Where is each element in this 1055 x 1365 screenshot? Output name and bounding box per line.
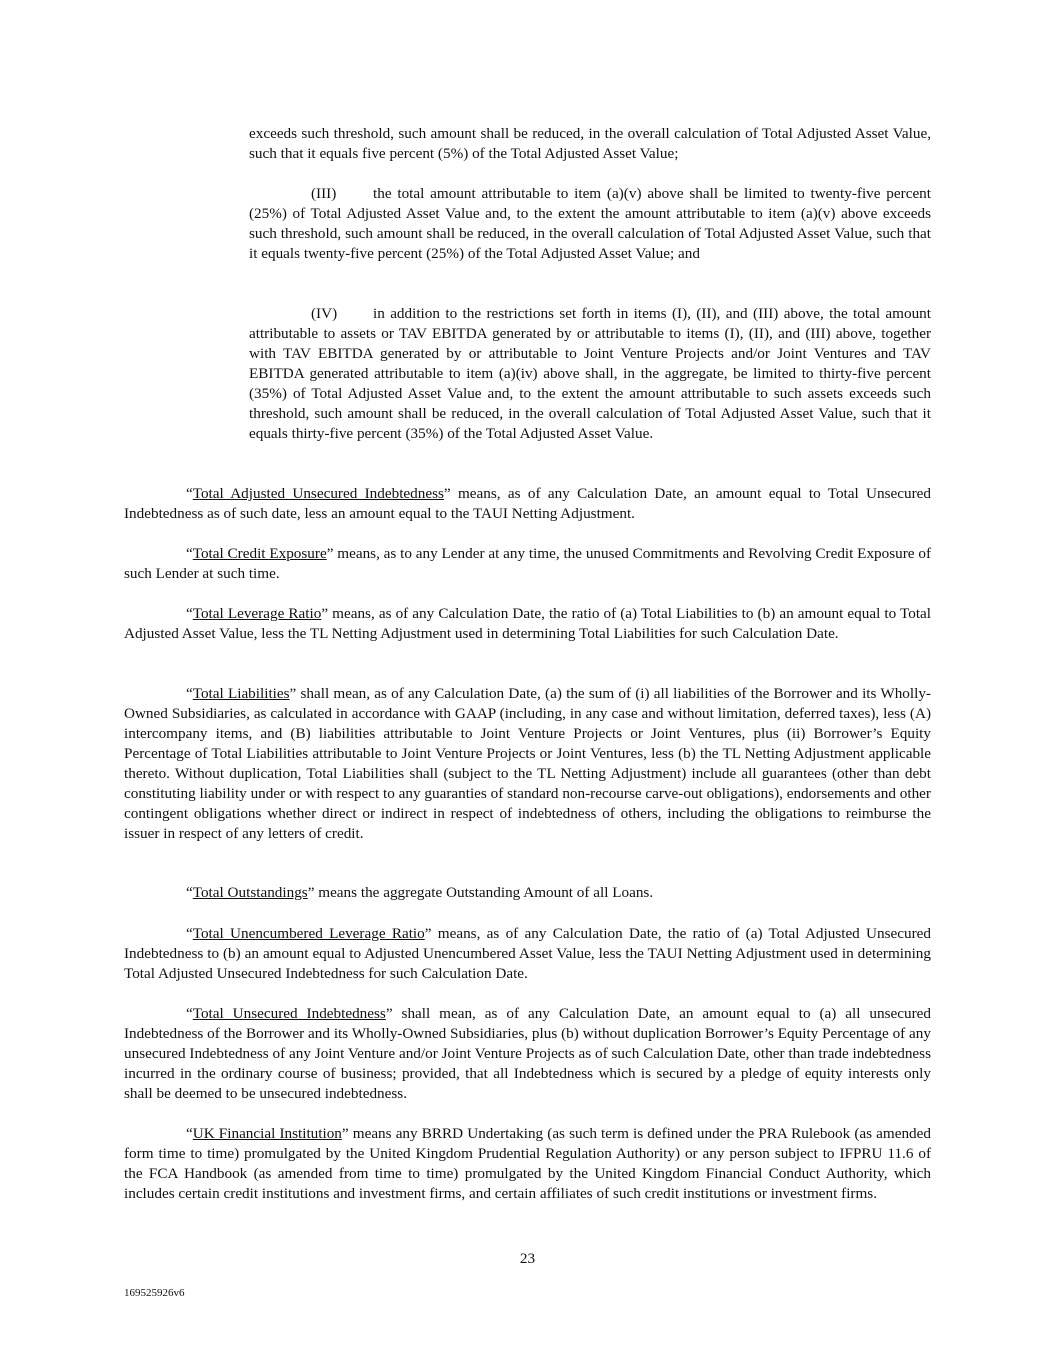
defined-term: Total Unencumbered Leverage Ratio [192, 925, 425, 942]
definition-text: shall mean, as of any Calculation Date, an amount equal to (a) all unsecured Indebtedness of the Borrower and its Wholly-Owned Subsidiaries, plus (b) without duplication Borrower’s Equity Percentage of any unsecured Indebtedness of any Joint Venture and/or Joint Venture Projects as of such Calculation Date, other than trade indebtedness incurred in the ordinary course of business; provided, that all Indebtedness which is secured by a pledge of equity interests only shall be deemed to be unsecured indebtedness. [124, 1005, 931, 1102]
defined-term: Total Outstandings [192, 884, 308, 901]
definition-text: means, as of any Calculation Date, the ratio of (a) Total Adjusted Unsecured Indebtedness to (b) an amount equal to Adjusted Unencumbered Asset Value, less the TAUI Netting Adjustment used in determining Total Adjusted Unsecured Indebtedness for such Calculation Date. [124, 925, 931, 982]
item-iii-paragraph [249, 184, 931, 264]
definition-paragraph: “Total Adjusted Unsecured Indebtedness” means, as of any Calculation Date, an amount equal to Total Unsecured Indebtedness as of such date, less an amount equal to the TAUI Netting Adjustment. [124, 485, 931, 522]
definition-paragraph: “Total Liabilities” shall mean, as of any Calculation Date, (a) the sum of (i) all liabilities of the Borrower and its Wholly-Owned Subsidiaries, as calculated in accordance with GAAP (including, in any case and without limitation, deferred taxes), less (A) intercompany items, and (B) liabilities attributable to Joint Venture Projects or Joint Ventures, plus (ii) Borrower’s Equity Percentage of Total Liabilities attributable to Joint Venture Projects or Joint Ventures, less (b) the TL Netting Adjustment applicable thereto. Without duplication, Total Liabilities shall (subject to the TL Netting Adjustment) include all guarantees (other than debt constituting liability under or with respect to any guaranties of standard non-recourse carve-out obligations), endorsements and other contingent obligations whether direct or indirect in respect of indebtedness of others, including the obligations to reimburse the issuer in respect of any letters of credit. [124, 685, 931, 842]
continuation-paragraph: exceeds such threshold, such amount shall be reduced, in the overall calculation of Total Adjusted Asset Value, such that it equals five percent (5%) of the Total Adjusted Asset Value; [249, 125, 931, 162]
defined-term: Total Liabilities [192, 685, 290, 702]
definition-paragraph: “UK Financial Institution” means any BRRD Undertaking (as such term is defined under the PRA Rulebook (as amended form time to time) promulgated by the United Kingdom Prudential Regulation Authority) or any person subject to IFPRU 11.6 of the FCA Handbook (as amended from time to time) promulgated by the United Kingdom Financial Conduct Authority, which includes certain credit institutions and investment firms, and certain affiliates of such credit institutions or investment firms. [124, 1125, 931, 1202]
item-label: (IV) [311, 305, 338, 322]
definition-text: means the aggregate Outstanding Amount of all Loans. [314, 884, 654, 901]
definition-paragraph: “Total Outstandings” means the aggregate Outstanding Amount of all Loans. [186, 884, 654, 901]
definition-text: means, as to any Lender at any time, the unused Commitments and Revolving Credit Exposure of such Lender at such time. [124, 545, 931, 582]
defined-term: Total Leverage Ratio [192, 605, 322, 622]
definition-text: shall mean, as of any Calculation Date, (a) the sum of (i) all liabilities of the Borrower and its Wholly-Owned Subsidiaries, as calculated in accordance with GAAP (including, in any case and without limitation, deferred taxes), less (A) intercompany items, and (B) liabilities attributable to Joint Venture Projects or Joint Ventures, plus (ii) Borrower’s Equity Percentage of Total Liabilities attributable to Joint Venture Projects or Joint Ventures, less (b) the TL Netting Adjustment applicable thereto. Without duplication, Total Liabilities shall (subject to the TL Netting Adjustment) include all guarantees (other than debt constituting liability under or with respect to any guaranties of standard non-recourse carve-out obligations), endorsements and other contingent obligations whether direct or indirect in respect of indebtedness of others, including the obligations to reimburse the issuer in respect of any letters of credit. [124, 685, 931, 842]
defined-term: Total Credit Exposure [192, 545, 327, 562]
item-iv-paragraph [249, 304, 931, 444]
definition-text: means any BRRD Undertaking (as such term is defined under the PRA Rulebook (as amended form time to time) promulgated by the United Kingdom Prudential Regulation Authority) or any person subject to IFPRU 11.6 of the FCA Handbook (as amended from time to time) promulgated by the United Kingdom Financial Conduct Authority, which includes certain credit institutions and investment firms, and certain affiliates of such credit institutions or investment firms. [124, 1125, 931, 1202]
definition-paragraph: “Total Unencumbered Leverage Ratio” means, as of any Calculation Date, the ratio of (a) Total Adjusted Unsecured Indebtedness to (b) an amount equal to Adjusted Unencumbered Asset Value, less the TAUI Netting Adjustment used in determining Total Adjusted Unsecured Indebtedness for such Calculation Date. [124, 925, 931, 982]
definition-paragraph: “Total Leverage Ratio” means, as of any Calculation Date, the ratio of (a) Total Liabilities to (b) an amount equal to Total Adjusted Asset Value, less the TL Netting Adjustment used in determining Total Liabilities for such Calculation Date. [124, 605, 931, 642]
item-text: the total amount attributable to item (a)(v) above shall be limited to twenty-five percent (25%) of Total Adjusted Asset Value and, to the extent the amount attributable to item (a)(v) above exceeds such threshold, such amount shall be reduced, in the overall calculation of Total Adjusted Asset Value, such that it equals twenty-five percent (25%) of the Total Adjusted Asset Value; and [249, 185, 931, 262]
definition-text: means, as of any Calculation Date, the ratio of (a) Total Liabilities to (b) an amount equal to Total Adjusted Asset Value, less the TL Netting Adjustment used in determining Total Liabilities for such Calculation Date. [124, 605, 931, 642]
document-id: 169525926v6 [124, 1287, 185, 1299]
defined-term: Total Adjusted Unsecured Indebtedness [192, 485, 444, 502]
definition-paragraph: “Total Credit Exposure” means, as to any Lender at any time, the unused Commitments and Revolving Credit Exposure of such Lender at such time. [124, 545, 931, 582]
definition-paragraph: “Total Unsecured Indebtedness” shall mean, as of any Calculation Date, an amount equal to (a) all unsecured Indebtedness of the Borrower and its Wholly-Owned Subsidiaries, plus (b) without duplication Borrower’s Equity Percentage of any unsecured Indebtedness of any Joint Venture and/or Joint Venture Projects as of such Calculation Date, other than trade indebtedness incurred in the ordinary course of business; provided, that all Indebtedness which is secured by a pledge of equity interests only shall be deemed to be unsecured indebtedness. [124, 1005, 931, 1102]
defined-term: Total Unsecured Indebtedness [192, 1005, 386, 1022]
defined-term: UK Financial Institution [192, 1125, 342, 1142]
item-text: in addition to the restrictions set forth in items (I), (II), and (III) above, the total amount attributable to assets or TAV EBITDA generated by or attributable to items (I), (II), and (III) above, together with TAV EBITDA generated by or attributable to Joint Venture Projects and/or Joint Ventures and TAV EBITDA generated attributable to item (a)(iv) above shall, in the aggregate, be limited to thirty-five percent (35%) of Total Adjusted Asset Value and, to the extent the amount attributable to such assets exceeds such threshold, such amount shall be reduced, in the overall calculation of Total Adjusted Asset Value, such that it equals thirty-five percent (35%) of the Total Adjusted Asset Value. [249, 305, 931, 442]
page-number: 23 [519, 1250, 536, 1267]
definition-text: means, as of any Calculation Date, an amount equal to Total Unsecured Indebtedness as of such date, less an amount equal to the TAUI Netting Adjustment. [124, 485, 931, 522]
item-label: (III) [311, 185, 337, 202]
